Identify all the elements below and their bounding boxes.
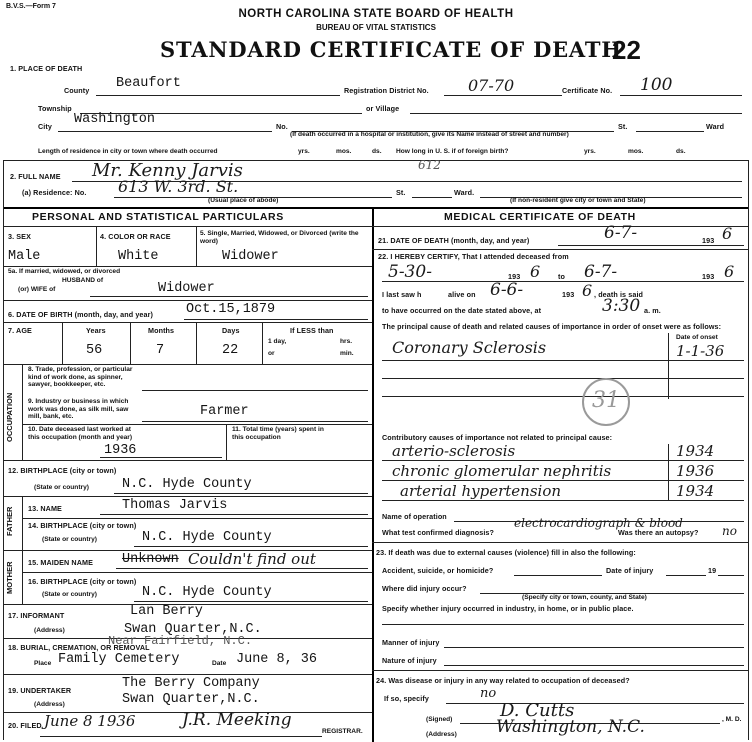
father-name-value: Thomas Jarvis (122, 498, 228, 513)
autopsy-label: Was there an autopsy? (618, 528, 699, 537)
marital-label: 5. Single, Married, Widowed, or Divorced (write the word) (200, 230, 359, 245)
signed-label: (Signed) (426, 716, 453, 723)
age-days-label: Days (222, 326, 240, 335)
onset-label: Date of onset (676, 334, 718, 341)
last-saw-label: I last saw h (382, 290, 422, 299)
burial-date-label: Date (212, 660, 227, 667)
age-label: 7. AGE (8, 326, 32, 335)
certify-label: 22. I HEREBY CERTIFY, That I attended deceased from (378, 252, 569, 261)
spouse-label-3: (or) WIFE of (18, 286, 56, 293)
principal-cause-value: Coronary Sclerosis (392, 338, 547, 357)
board-name: NORTH CAROLINA STATE BOARD OF HEALTH (238, 8, 514, 20)
father-vertical-label: FATHER (5, 506, 14, 536)
test-confirmed-label: What test confirmed diagnosis? (382, 528, 495, 537)
spouse-value: Widower (158, 281, 215, 296)
father-birthplace-value: N.C. Hyde County (142, 530, 272, 545)
registrar-signature: J.R. Meeking (182, 710, 292, 730)
age-days-value: 22 (222, 343, 239, 358)
st-label: St. (618, 122, 628, 131)
no-label: No. (276, 122, 288, 131)
external-causes-label: 23. If death was due to external causes (violence) fill in also the following: (376, 548, 636, 557)
father-name-label: 13. NAME (28, 504, 62, 513)
death-said-label: , death is said (594, 290, 644, 299)
mother-vertical-label: MOTHER (5, 561, 14, 594)
operation-label: Name of operation (382, 512, 447, 521)
to-year-suffix: 6 (724, 262, 735, 281)
injury-date-label: Date of injury (606, 566, 654, 575)
min-label: min. (340, 350, 354, 357)
spouse-label-1: 5a. If married, widowed, or divorced (8, 268, 121, 275)
dod-year-prefix: 193 (702, 236, 715, 245)
last-saw-year-suffix: 6 (582, 281, 593, 300)
dod-value: 6-7- (604, 223, 638, 243)
sex-label: 3. SEX (8, 232, 31, 241)
maiden-name-value: Unknown (122, 552, 179, 567)
undertaker-label: 19. UNDERTAKER (8, 686, 72, 695)
or-label: or (268, 350, 275, 357)
city-label: City (38, 122, 52, 131)
alive-on-label: alive on (448, 290, 476, 299)
occupation-related-value: no (480, 686, 497, 701)
occupation-vertical-label: OCCUPATION (5, 392, 14, 442)
occurred-label: to have occurred on the date stated above, at (382, 306, 542, 315)
age-years-label: Years (86, 326, 106, 335)
registrar-stamp: 31 (582, 378, 630, 426)
attended-from: 5-30- (388, 262, 432, 282)
dod-year-suffix: 6 (722, 224, 733, 243)
informant-address-value: Swan Quarter,N.C. (124, 622, 262, 637)
page-title: STANDARD CERTIFICATE OF DEATH (160, 37, 622, 62)
yrs-label: yrs. (298, 148, 310, 155)
if-so-label: If so, specify (384, 694, 429, 703)
full-name-annotation: 612 (418, 158, 441, 172)
certificate-stamp-number: 22 (612, 35, 641, 65)
physician-signature: D. Cutts (500, 700, 575, 721)
where-injury-label: Where did injury occur? (382, 584, 467, 593)
spouse-label-2: HUSBAND of (62, 277, 104, 284)
bureau-name: BUREAU OF VITAL STATISTICS (316, 23, 436, 32)
city-value: Washington (74, 112, 156, 127)
contrib-cause-3: arterial hypertension (400, 482, 562, 500)
personal-section-title: PERSONAL AND STATISTICAL PARTICULARS (32, 211, 284, 223)
age-months-label: Months (148, 326, 175, 335)
age-years-value: 56 (86, 343, 103, 358)
mother-state-label: (State or country) (42, 591, 97, 598)
occ11-label: 11. Total time (years) spent in this occupation (232, 426, 324, 441)
contrib-cause-1: arterio-sclerosis (392, 442, 516, 460)
full-name-value: Mr. Kenny Jarvis (92, 160, 243, 181)
mos-label: mos. (336, 148, 352, 155)
hospital-note: (If death occurred in a hospital or institution, give its Name instead of street and number) (290, 131, 569, 138)
from-year-suffix: 6 (530, 262, 541, 281)
filed-value: June 8 1936 (44, 712, 136, 730)
burial-place-value: Family Cemetery (58, 652, 180, 667)
nonresident-note: (If non-resident give city or town and State) (510, 197, 646, 204)
attended-to: 6-7- (584, 262, 618, 282)
father-state-label: (State or country) (42, 536, 97, 543)
medical-section-title: MEDICAL CERTIFICATE OF DEATH (444, 211, 636, 223)
contributory-label: Contributory causes of importance not related to principal cause: (382, 433, 613, 442)
residence-label: (a) Residence: No. (22, 188, 87, 197)
occupation-related-label: 24. Was disease or injury in any way related to occupation of deceased? (376, 676, 630, 685)
color-label: 4. COLOR OR RACE (100, 232, 171, 241)
foreign-birth-label: How long in U. S. if of foreign birth? (396, 148, 509, 155)
residence-ward-label: Ward. (454, 188, 475, 197)
informant-label: 17. INFORMANT (8, 611, 65, 620)
registrar-label: REGISTRAR. (322, 728, 363, 735)
father-birthplace-label: 14. BIRTHPLACE (city or town) (28, 521, 137, 530)
occupation-value: Farmer (200, 404, 249, 419)
undertaker-address-value: Swan Quarter,N.C. (122, 692, 260, 707)
physician-address-value: Washington, N.C. (496, 717, 645, 737)
occ8-label: 8. Trade, profession, or particular kind of work done, as spinner, sawyer, bookkeeper, etc. (28, 366, 133, 389)
to-label: to (558, 272, 565, 281)
ds-label: ds. (372, 148, 382, 155)
day-label: 1 day, (268, 338, 287, 345)
dob-label: 6. DATE OF BIRTH (month, day, and year) (8, 310, 153, 319)
birthplace-label: 12. BIRTHPLACE (city or town) (8, 466, 117, 475)
form-id: B.V.S.—Form 7 (6, 3, 56, 10)
usual-place-note: (Usual place of abode) (208, 197, 279, 204)
contrib-onset-2: 1936 (676, 462, 715, 480)
certificate-no-label: Certificate No. (562, 86, 613, 95)
occ10-label: 10. Date deceased last worked at this occupation (month and year) (28, 426, 133, 441)
autopsy-value: no (722, 524, 737, 538)
informant-address-label: (Address) (34, 627, 65, 634)
accident-label: Accident, suicide, or homicide? (382, 566, 494, 575)
mother-birthplace-label: 16. BIRTHPLACE (city or town) (28, 577, 137, 586)
am-label: a. m. (644, 306, 661, 315)
informant-value: Lan Berry (130, 604, 203, 619)
undertaker-address-label: (Address) (34, 701, 65, 708)
reg-district-label: Registration District No. (344, 86, 429, 95)
birthplace-state-label: (State or country) (34, 484, 89, 491)
where-injury-note: (Specify city or town, county, and State) (522, 594, 647, 601)
last-saw-value: 6-6- (490, 280, 524, 300)
test-confirmed-value: electrocardiograph & blood (514, 516, 683, 530)
filed-label: 20. FILED (8, 721, 42, 730)
reg-district-value: 07-70 (468, 76, 515, 95)
age-months-value: 7 (156, 343, 165, 358)
ward-label: Ward (706, 122, 725, 131)
township-label: Township (38, 104, 72, 113)
residence-value: 613 W. 3rd. St. (118, 177, 239, 196)
occ9-label: 9. Industry or business in which work was done, as silk mill, saw mill, bank, etc. (28, 398, 129, 421)
mother-birthplace-value: N.C. Hyde County (142, 585, 272, 600)
nature-injury-label: Nature of injury (382, 656, 437, 665)
ds-label-2: ds. (676, 148, 686, 155)
mos-label-2: mos. (628, 148, 644, 155)
contrib-onset-3: 1934 (676, 482, 715, 500)
to-year-prefix: 193 (702, 272, 715, 281)
burial-label: 18. BURIAL, CREMATION, OR REMOVAL (8, 643, 150, 652)
length-residence-label: Length of residence in city or town where death occurred (38, 148, 218, 155)
specify-injury-label: Specify whether injury occurred in industry, in home, or in public place. (382, 604, 634, 613)
time-of-death: 3:30 (602, 296, 641, 316)
physician-address-label: (Address) (426, 731, 457, 738)
injury-year-label: 19 (708, 566, 717, 575)
dob-value: Oct.15,1879 (186, 302, 276, 317)
yrs-label-2: yrs. (584, 148, 596, 155)
place-of-death-label: 1. PLACE OF DEATH (10, 64, 83, 73)
last-saw-year-prefix: 193 (562, 290, 575, 299)
maiden-name-label: 15. MAIDEN NAME (28, 558, 93, 567)
birthplace-value: N.C. Hyde County (122, 477, 252, 492)
burial-place-label: Place (34, 660, 52, 667)
certificate-no-value: 100 (640, 75, 673, 95)
dod-label: 21. DATE OF DEATH (month, day, and year) (378, 236, 530, 245)
principal-cause-label: The principal cause of death and related causes of importance in order of onset were as follows: (382, 322, 722, 331)
county-value: Beaufort (116, 76, 181, 91)
contrib-onset-1: 1934 (676, 442, 715, 460)
color-value: White (118, 249, 159, 264)
occ10-value: 1936 (104, 443, 137, 458)
manner-injury-label: Manner of injury (382, 638, 440, 647)
if-less-label: If LESS than (290, 326, 334, 335)
burial-date-value: June 8, 36 (236, 652, 318, 667)
undertaker-value: The Berry Company (122, 676, 260, 691)
marital-value: Widower (222, 249, 279, 264)
hrs-label: hrs. (340, 338, 353, 345)
from-year-prefix: 193 (508, 272, 521, 281)
sex-value: Male (8, 249, 41, 264)
county-label: County (64, 86, 90, 95)
residence-st-label: St. (396, 188, 406, 197)
full-name-label: 2. FULL NAME (10, 172, 61, 181)
burial-overstrike: Near Fairfield, N.C. (108, 634, 253, 648)
principal-onset-value: 1-1-36 (676, 342, 725, 360)
or-village-label: or Village (366, 104, 400, 113)
contrib-cause-2: chronic glomerular nephritis (392, 462, 612, 480)
md-label: , M. D. (722, 716, 742, 723)
maiden-name-handwritten: Couldn't find out (188, 550, 316, 568)
